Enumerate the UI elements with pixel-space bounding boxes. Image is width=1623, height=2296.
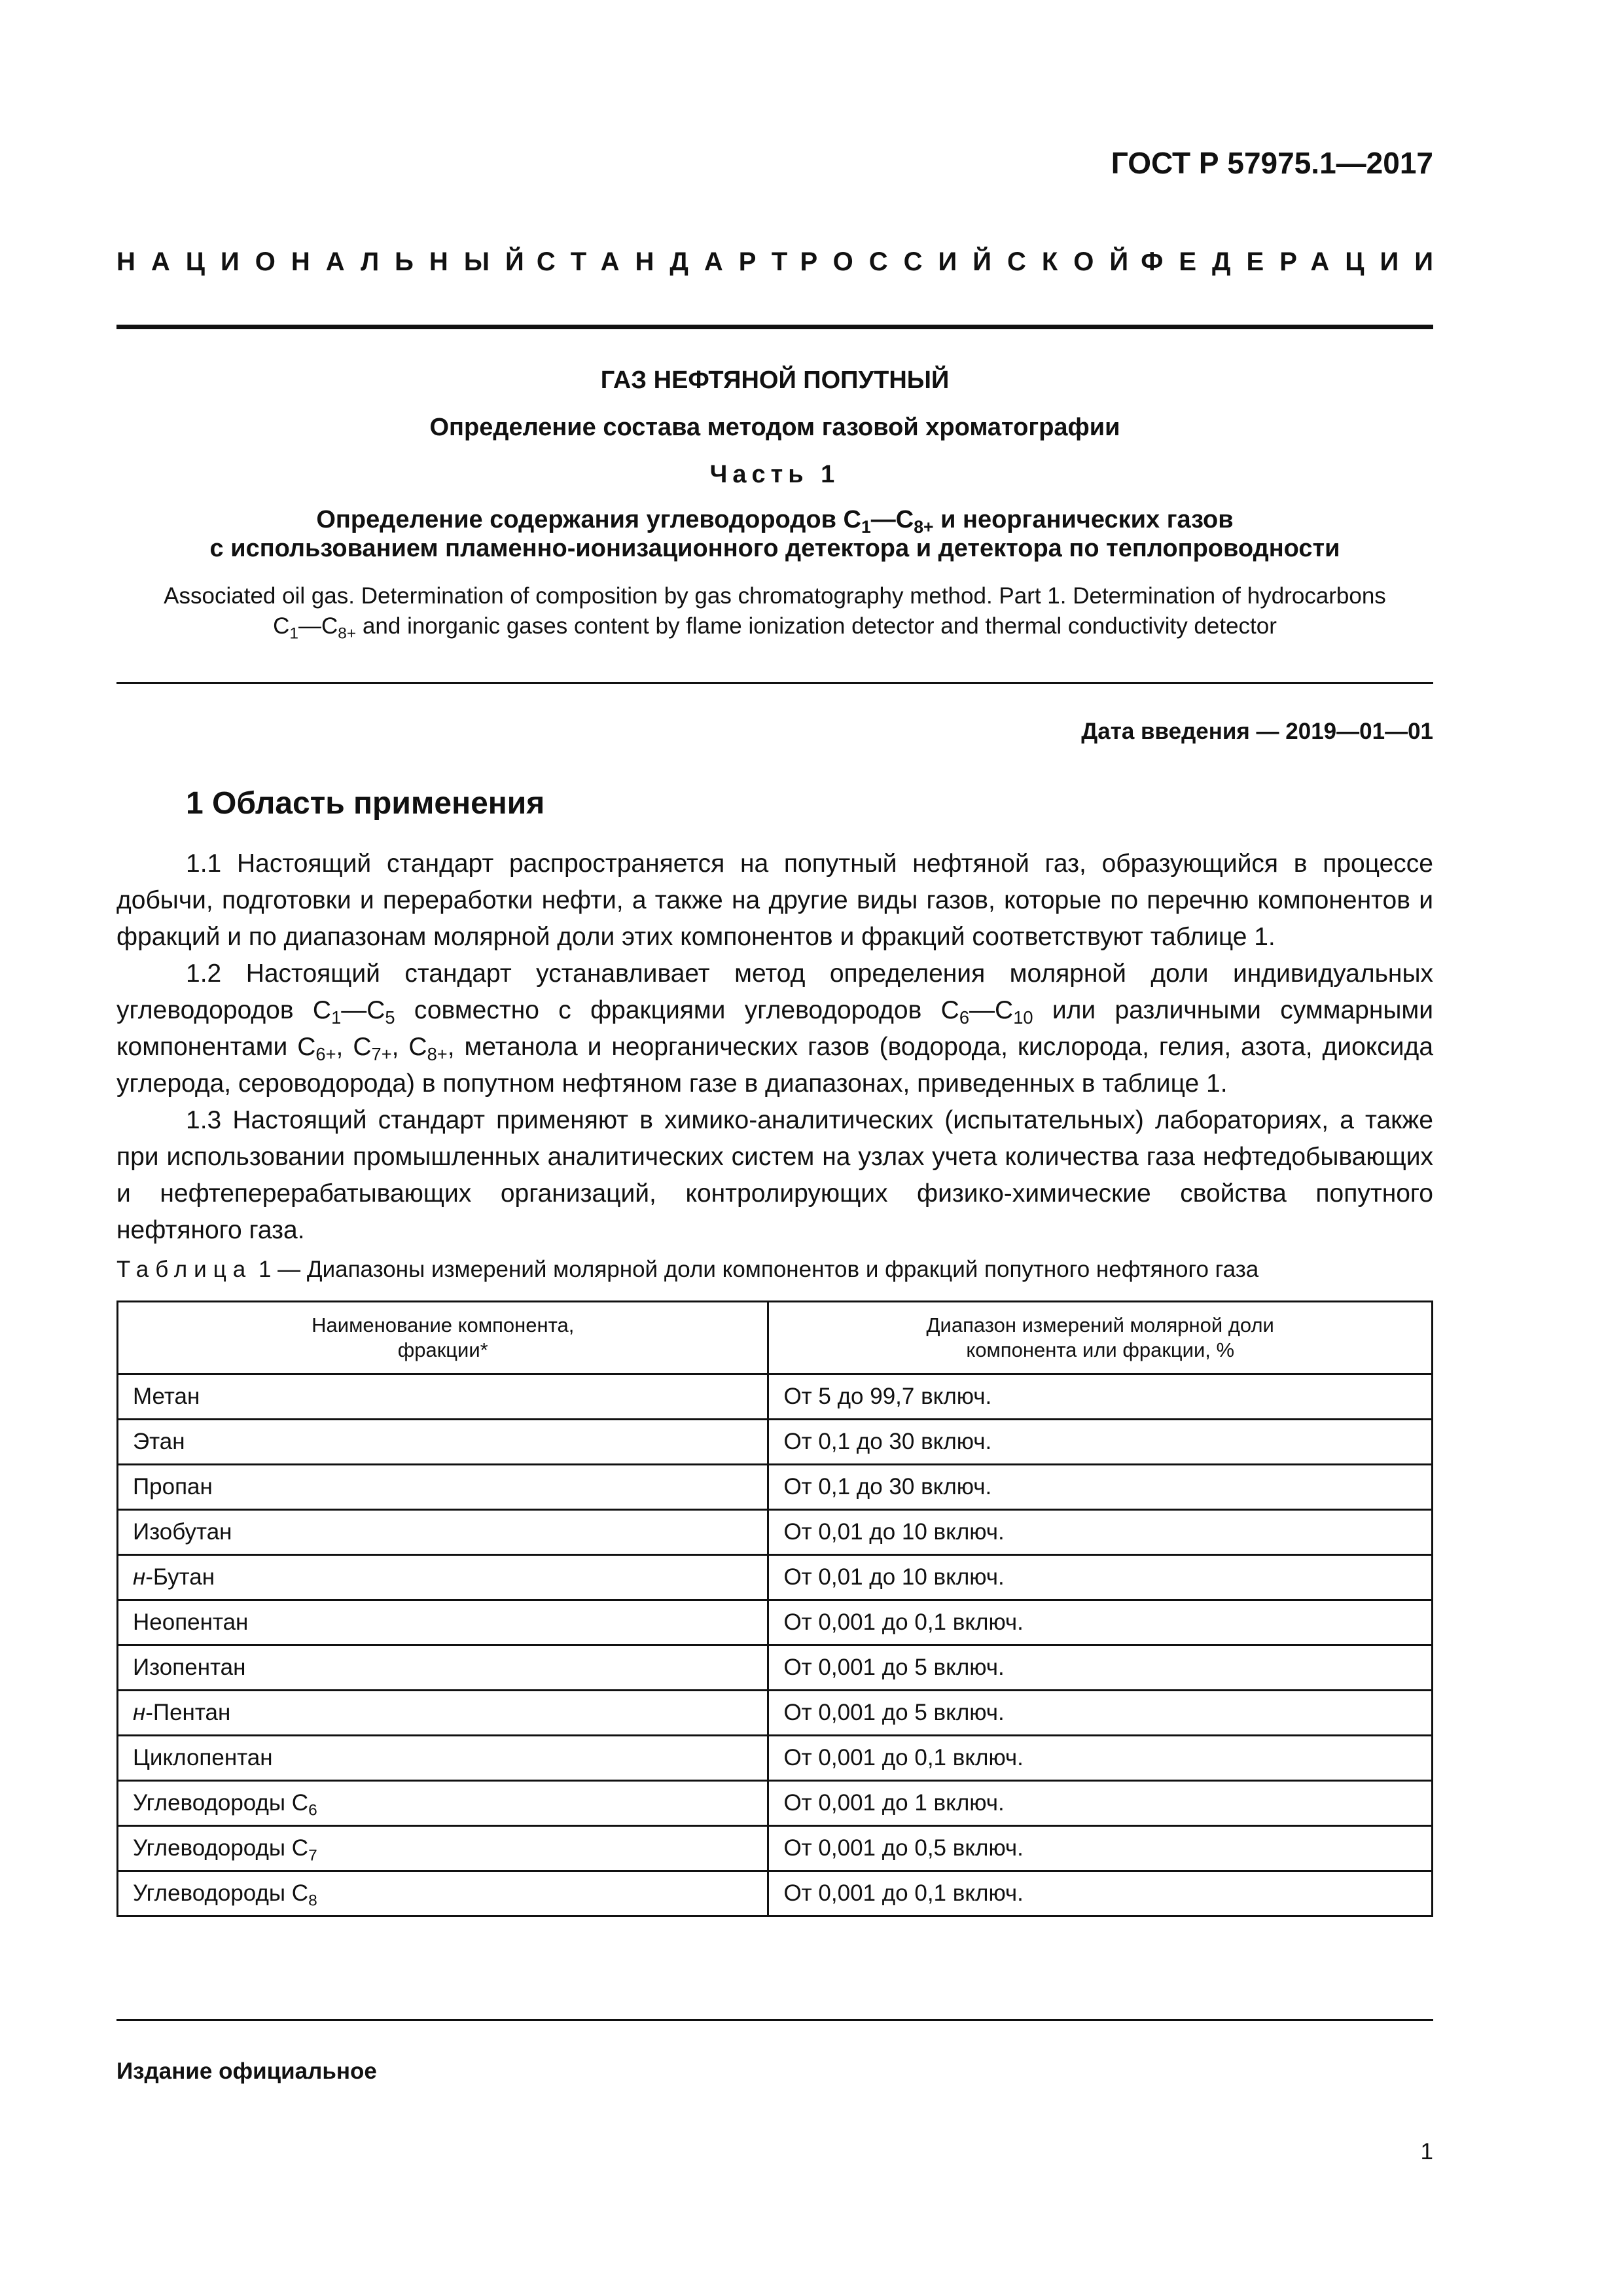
range-cell: От 0,001 до 0,5 включ. [768, 1826, 1433, 1871]
table-row [118, 1691, 1433, 1736]
table-header-row [118, 1302, 1433, 1374]
component-name-cell: Углеводороды $C_8$ [118, 1871, 768, 1916]
table-row [118, 1871, 1433, 1916]
table-row [118, 1510, 1433, 1555]
introduction-date: Дата введения — 2019—01—01 [1081, 719, 1433, 744]
table-row [118, 1600, 1433, 1645]
range-cell: От 0,001 до 0,1 включ. [768, 1736, 1433, 1781]
national-word: СТАНДАРТ [536, 247, 804, 276]
national-word: РОССИЙСКОЙ [800, 247, 1145, 276]
component-name-cell: Этан [118, 1420, 768, 1465]
range-cell: От 0,1 до 30 включ. [768, 1465, 1433, 1510]
component-name-cell: Изобутан [118, 1510, 768, 1555]
table-caption: Таблица 1 — Диапазоны измерений молярной доли компонентов и фракций попутного нефтяного газа [116, 1257, 1259, 1282]
paragraph-1-3: 1.3 Настоящий стандарт применяют в химико-аналитических (испытательных) лабораториях, а также при использовании промышленных аналитических систем на узлах учета количества газа нефтедобывающих и нефтеперерабатывающих организаций, контролирующих физико-химические свойства попутного нефтяного газа. [116, 1106, 1433, 1244]
component-name-cell: Метан [118, 1374, 768, 1420]
part-title-line1: Определение содержания углеводородов $C_1—C_{8+}$ и неорганических газов [316, 506, 1234, 537]
paragraph-1-2: 1.2 Настоящий стандарт устанавливает метод определения молярной доли индивидуальных углеводородов $C_1—C_5$ совместно с фракциями углеводородов $C_6—C_{10}$ или различными суммарными компонентами $C_{6+}$, $C_{7+}$, $C_{8+}$, метанола и неорганических газов (водорода, кислорода, гелия, азота, диоксида углерода, сероводорода) в попутном нефтяном газе в диапазонах, приведенных в таблице 1. [116, 960, 1434, 1098]
column-header-range: Диапазон измерений молярной доли компонента или фракции, % [768, 1302, 1433, 1374]
table-row [118, 1826, 1433, 1871]
part-label: Часть 1 [709, 461, 840, 488]
range-cell: От 0,01 до 10 включ. [768, 1510, 1433, 1555]
table-row [118, 1736, 1433, 1781]
range-cell: От 0,1 до 30 включ. [768, 1420, 1433, 1465]
official-edition-label: Издание официальное [116, 2058, 377, 2084]
component-name-cell: Пропан [118, 1465, 768, 1510]
national-word: ФЕДЕРАЦИИ [1141, 247, 1449, 276]
title-divider [116, 682, 1433, 684]
component-name-cell: Неопентан [118, 1600, 768, 1645]
part-title-line2: с использованием пламенно-ионизационного детектора и детектора по теплопроводности [209, 535, 1340, 562]
component-name-cell: Циклопентан [118, 1736, 768, 1781]
table-row [118, 1374, 1433, 1420]
section-body [116, 846, 1433, 1249]
document-title: ГАЗ НЕФТЯНОЙ ПОПУТНЫЙ [600, 367, 950, 394]
gost-number: ГОСТ Р 57975.1—2017 [1111, 146, 1433, 180]
part-title [116, 505, 1433, 563]
range-cell: От 0,001 до 1 включ. [768, 1781, 1433, 1826]
range-cell: От 0,01 до 10 включ. [768, 1555, 1433, 1600]
table-row [118, 1555, 1433, 1600]
section-heading: 1 Область применения [186, 786, 545, 821]
component-name-cell: Изопентан [118, 1645, 768, 1691]
component-name-cell: н-Пентан [118, 1691, 768, 1736]
page-number: 1 [1420, 2139, 1433, 2164]
national-standard-heading [116, 247, 1449, 277]
document-subtitle: Определение состава методом газовой хроматографии [429, 414, 1120, 441]
range-cell: От 0,001 до 5 включ. [768, 1691, 1433, 1736]
column-header-component: Наименование компонента, фракции* [118, 1302, 768, 1374]
national-word: НАЦИОНАЛЬНЫЙ [116, 247, 540, 276]
table-row [118, 1465, 1433, 1510]
english-title-line2: $C_1—C_{8+}$ and inorganic gases content by flame ionization detector and thermal conductivity detector [273, 613, 1277, 643]
measurement-ranges-table [116, 1300, 1433, 1917]
header-divider [116, 325, 1433, 329]
range-cell: От 0,001 до 0,1 включ. [768, 1600, 1433, 1645]
table-row [118, 1645, 1433, 1691]
range-cell: От 5 до 99,7 включ. [768, 1374, 1433, 1420]
range-cell: От 0,001 до 5 включ. [768, 1645, 1433, 1691]
english-title-line1: Associated oil gas. Determination of composition by gas chromatography method. Part 1. Determination of hydrocarbons [164, 583, 1386, 609]
footer-divider [116, 2019, 1433, 2021]
paragraph-1-1: 1.1 Настоящий стандарт распространяется на попутный нефтяной газ, образующийся в процессе добычи, подготовки и переработки нефти, а также на другие виды газов, которые по перечню компонентов и фракций и по диапазонам молярной доли этих компонентов и фракций соответствуют таблице 1. [116, 850, 1433, 951]
english-title [116, 581, 1433, 641]
table-row [118, 1781, 1433, 1826]
component-name-cell: Углеводороды $C_7$ [118, 1826, 768, 1871]
range-cell: От 0,001 до 0,1 включ. [768, 1871, 1433, 1916]
component-name-cell: Углеводороды $C_6$ [118, 1781, 768, 1826]
table-row [118, 1420, 1433, 1465]
component-name-cell: н-Бутан [118, 1555, 768, 1600]
